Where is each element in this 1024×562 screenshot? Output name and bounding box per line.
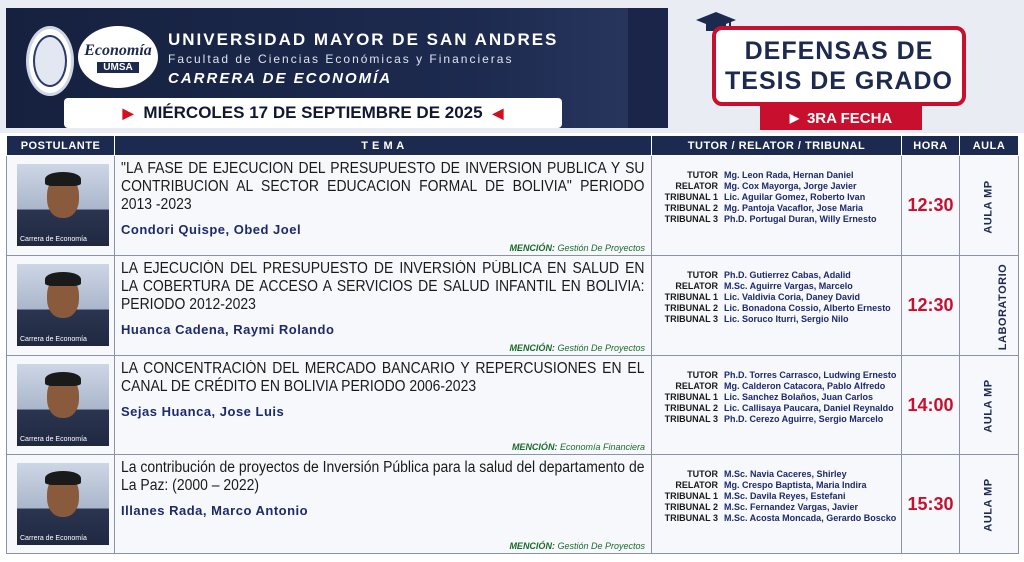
tribunal-role: TRIBUNAL 2	[664, 502, 718, 512]
tribunal-role: TUTOR	[687, 469, 718, 479]
tribunal-name: M.Sc. Aguirre Vargas, Marcelo	[724, 281, 853, 291]
tribunal-role: RELATOR	[675, 181, 718, 191]
tribunal-role: TRIBUNAL 1	[664, 292, 718, 302]
defensas-line1: DEFENSAS DE	[744, 37, 934, 65]
arrow-left-icon: ◀	[492, 104, 504, 121]
tribunal-name: Mg. Calderon Catacora, Pablo Alfredo	[724, 381, 886, 391]
mencion	[509, 541, 645, 551]
tribunal-role: TRIBUNAL 3	[664, 513, 718, 523]
tribunal-row	[656, 181, 897, 192]
date-text: MIÉRCOLES 17 DE SEPTIEMBRE DE 2025	[143, 103, 483, 122]
tribunal-row	[656, 303, 897, 314]
university-title: UNIVERSIDAD MAYOR DE SAN ANDRES	[168, 30, 559, 49]
university-seal-icon	[26, 26, 74, 96]
tribunal-name: Lic. Soruco Iturri, Sergio Nilo	[724, 314, 849, 324]
col-header-postulante: POSTULANTE	[7, 136, 115, 156]
tribunal-row	[656, 281, 897, 292]
mencion-value: Gestión De Proyectos	[557, 541, 645, 551]
fecha-text: 3RA FECHA	[806, 109, 893, 127]
faculty-subtitle: Facultad de Ciencias Económicas y Financieras	[168, 52, 514, 66]
photo-caption: Carrera de Economía	[20, 436, 87, 443]
tribunal-name: Lic. Callisaya Paucara, Daniel Reynaldo	[724, 403, 894, 413]
tribunal-name: Lic. Bonadona Cossio, Alberto Ernesto	[724, 303, 891, 313]
defense-schedule-table	[6, 135, 1019, 554]
tribunal-role: TUTOR	[687, 370, 718, 380]
thesis-title: LA CONCENTRACIÓN DEL MERCADO BANCARIO Y REPERCUSIONES EN EL CANAL DE CRÉDITO EN BOLIVIA PERIODO 2006-2023	[121, 360, 645, 395]
header	[0, 0, 1024, 133]
tribunal-name: Ph.D. Cerezo Aguirre, Sergio Marcelo	[724, 414, 884, 424]
tribunal-role: RELATOR	[675, 381, 718, 391]
tribunal-role: TRIBUNAL 2	[664, 403, 718, 413]
tribunal-role: TUTOR	[687, 170, 718, 180]
aula-cell	[960, 256, 1019, 356]
tribunal-name: M.Sc. Navia Caceres, Shirley	[724, 469, 847, 479]
mencion-label: MENCIÓN:	[509, 243, 555, 253]
tribunal-name: M.Sc. Davila Reyes, Estefani	[724, 491, 846, 501]
mencion-value: Gestión De Proyectos	[557, 243, 645, 253]
logo-bottom-text: UMSA	[97, 62, 138, 73]
tribunal-row	[656, 381, 897, 392]
candidate-name: Huanca Cadena, Raymi Rolando	[121, 322, 335, 337]
hora-cell: 12:30	[902, 256, 960, 356]
tribunal-name: Ph.D. Torres Carrasco, Ludwing Ernesto	[724, 370, 897, 380]
mencion-value: Economía Financiera	[559, 442, 645, 452]
tribunal-role: TRIBUNAL 3	[664, 314, 718, 324]
postulante-cell	[7, 455, 115, 554]
table-row	[7, 455, 1019, 554]
tema-cell	[115, 455, 652, 554]
tribunal-name: Ph.D. Portugal Duran, Willy Ernesto	[724, 214, 877, 224]
mencion-label: MENCIÓN:	[511, 442, 558, 452]
tribunal-role: TRIBUNAL 1	[664, 392, 718, 402]
aula-label: AULA MP	[982, 179, 995, 234]
tribunal-row	[656, 292, 897, 303]
tema-cell	[115, 256, 652, 356]
mencion	[509, 343, 645, 353]
tribunal-row	[656, 469, 897, 480]
tribunal-row	[656, 480, 897, 491]
banner-stripe	[628, 8, 668, 128]
candidate-photo	[17, 264, 109, 346]
candidate-name: Condori Quispe, Obed Joel	[121, 222, 302, 237]
banner	[6, 8, 668, 128]
tribunal-role: TRIBUNAL 3	[664, 414, 718, 424]
tribunal-row	[656, 170, 897, 181]
aula-label: AULA MP	[982, 379, 995, 433]
tribunal-role: TRIBUNAL 2	[664, 203, 718, 213]
tribunal-row	[656, 192, 897, 203]
col-header-hora: HORA	[902, 136, 960, 156]
candidate-name: Illanes Rada, Marco Antonio	[121, 503, 309, 518]
tribunal-role: TUTOR	[687, 270, 718, 280]
tribunal-name: Mg. Pantoja Vacaflor, Jose Maria	[724, 203, 864, 213]
tribunal-role: TRIBUNAL 3	[664, 214, 718, 224]
aula-cell	[960, 356, 1019, 455]
fecha-badge	[760, 106, 922, 130]
table-header-row	[7, 136, 1019, 156]
tribunal-name: M.Sc. Acosta Moncada, Gerardo Boscko	[724, 513, 897, 523]
tribunal-row	[656, 513, 897, 524]
tribunal-name: Mg. Cox Mayorga, Jorge Javier	[724, 181, 857, 191]
mencion	[512, 442, 645, 452]
thesis-title: "LA FASE DE EJECUCION DEL PRESUPUESTO DE INVERSION PUBLICA Y SU CONTRIBUCION AL SECTOR EDUCACION FORMAL DE BOLIVIA" PERIODO 2013 -2023	[121, 160, 645, 213]
tribunal-role: TRIBUNAL 2	[664, 303, 718, 313]
thesis-title: LA EJECUCIÓN DEL PRESUPUESTO DE INVERSIÓN PÚBLICA EN SALUD EN LA COBERTURA DE ACCESO A SERVICIOS DE SALUD INFANTIL EN BOLIVIA: PERIODO 2012-2023	[121, 260, 645, 313]
tribunal-cell	[652, 356, 902, 455]
table-row	[7, 356, 1019, 455]
tribunal-cell	[652, 256, 902, 356]
tribunal-row	[656, 270, 897, 281]
tribunal-row	[656, 414, 897, 425]
date-banner	[64, 98, 562, 128]
economia-logo	[78, 26, 158, 88]
table-row	[7, 256, 1019, 356]
tribunal-name: Mg. Crespo Baptista, Maria Indira	[724, 480, 867, 490]
tema-cell	[115, 156, 652, 256]
tribunal-name: Ph.D. Gutierrez Cabas, Adalid	[724, 270, 851, 280]
defensas-line2: TESIS DE GRADO	[725, 67, 953, 95]
mencion-label: MENCIÓN:	[509, 541, 555, 551]
hora-cell: 12:30	[902, 156, 960, 256]
defensas-title-box	[712, 26, 966, 106]
tribunal-row	[656, 203, 897, 214]
aula-label: LABORATORIO	[997, 263, 1010, 350]
tema-cell	[115, 356, 652, 455]
tribunal-row	[656, 370, 897, 381]
thesis-title: La contribución de proyectos de Inversión Pública para la salud del departamento de La Paz: (2000 – 2022)	[121, 459, 645, 494]
col-header-tribunal: TUTOR / RELATOR / TRIBUNAL	[652, 136, 902, 156]
career-title: CARRERA DE ECONOMÍA	[168, 70, 393, 87]
tribunal-cell	[652, 455, 902, 554]
hora-cell: 14:00	[902, 356, 960, 455]
photo-caption: Carrera de Economía	[20, 535, 87, 542]
candidate-photo	[17, 463, 109, 545]
mencion-label: MENCIÓN:	[509, 343, 555, 353]
col-header-aula: AULA	[960, 136, 1019, 156]
tribunal-row	[656, 392, 897, 403]
tribunal-name: M.Sc. Fernandez Vargas, Javier	[724, 502, 859, 512]
candidate-name: Sejas Huanca, Jose Luis	[121, 404, 285, 419]
mencion-value: Gestión De Proyectos	[557, 343, 645, 353]
tribunal-row	[656, 491, 897, 502]
photo-caption: Carrera de Economía	[20, 236, 87, 243]
tribunal-role: TRIBUNAL 1	[664, 192, 718, 202]
mencion	[509, 243, 645, 253]
arrow-right-icon: ▶	[122, 104, 134, 121]
postulante-cell	[7, 356, 115, 455]
tribunal-name: Lic. Sanchez Bolaños, Juan Carlos	[724, 392, 874, 402]
candidate-photo	[17, 364, 109, 446]
tribunal-row	[656, 314, 897, 325]
tribunal-role: RELATOR	[675, 281, 718, 291]
postulante-cell	[7, 256, 115, 356]
table-row	[7, 156, 1019, 256]
tribunal-name: Lic. Aguilar Gomez, Roberto Ivan	[724, 192, 866, 202]
tribunal-row	[656, 502, 897, 513]
postulante-cell	[7, 156, 115, 256]
tribunal-row	[656, 403, 897, 414]
tribunal-role: TRIBUNAL 1	[664, 491, 718, 501]
photo-caption: Carrera de Economía	[20, 336, 87, 343]
aula-cell	[960, 455, 1019, 554]
tribunal-cell	[652, 156, 902, 256]
tribunal-name: Mg. Leon Rada, Hernan Daniel	[724, 170, 854, 180]
logo-top-text: Economía	[84, 41, 152, 59]
tribunal-role: RELATOR	[675, 480, 718, 490]
tribunal-name: Lic. Valdivia Coria, Daney David	[724, 292, 861, 302]
aula-label: AULA MP	[982, 478, 995, 532]
hora-cell: 15:30	[902, 455, 960, 554]
aula-cell	[960, 156, 1019, 256]
play-icon: ▶	[789, 111, 799, 125]
col-header-tema: T E M A	[115, 136, 652, 156]
candidate-photo	[17, 164, 109, 246]
tribunal-row	[656, 214, 897, 225]
